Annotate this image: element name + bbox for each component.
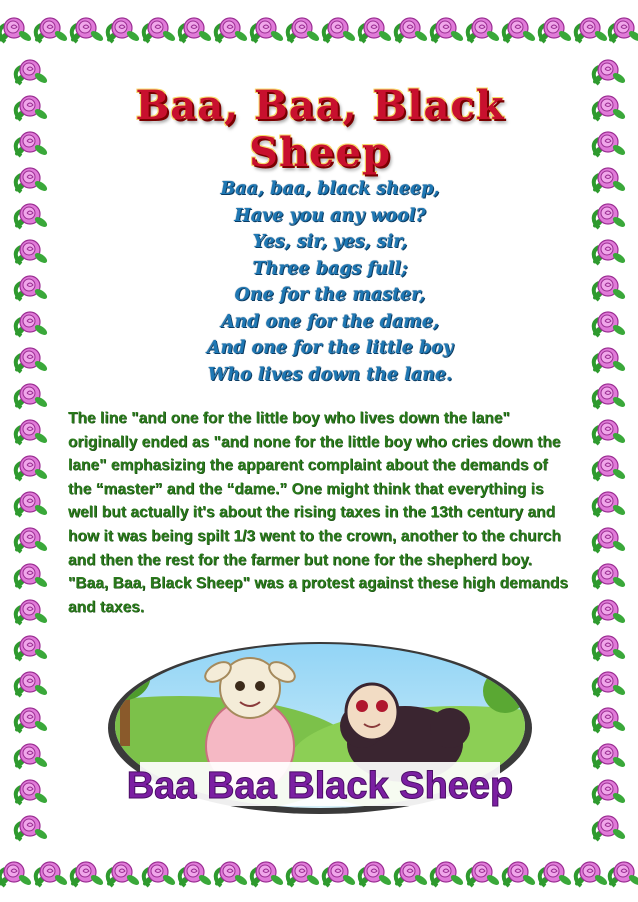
rose-border-right	[576, 0, 638, 902]
poem-line: And one for the little boy	[206, 338, 454, 358]
poem-line: Three bags full;	[252, 258, 408, 279]
poem-line: Yes, sir, yes, sir,	[252, 232, 408, 252]
rose-border-left	[0, 0, 62, 902]
rose-border-icon	[0, 0, 62, 902]
page-title: Baa, Baa, Black Sheep	[135, 82, 505, 176]
rose-border-icon	[576, 0, 638, 902]
illustration-graphic	[100, 636, 540, 816]
poem	[120, 176, 540, 388]
rose-border-icon	[0, 0, 638, 60]
poem-line: Baa, baa, black sheep,	[220, 179, 440, 199]
banner-text: Baa Baa Black Sheep	[126, 765, 514, 807]
poem-line: One for the master,	[234, 285, 426, 305]
poem-line: And one for the dame,	[220, 311, 440, 332]
rose-border-icon	[0, 842, 638, 902]
poem-line: Have you any wool?	[234, 205, 426, 226]
description-paragraph: The line "and one for the little boy who lives down the lane" originally ended as "and none for the little boy who cries down the lane" emphasizing the apparent complaint about the demands of the “master” and the “dame.” One might think that everything is well but actually it's about the rising taxes in the 13th century and how it was being spilt 1/3 went to the crown, another to the church and then the rest for the farmer but none for the shepherd boy. "Baa, Baa, Black Sheep" was a protest against these high demands and taxes.	[68, 410, 569, 616]
rose-border-bottom	[0, 842, 638, 902]
poem-line: Who lives down the lane.	[207, 364, 453, 385]
rose-border-top	[0, 0, 638, 60]
illustration	[100, 636, 540, 816]
